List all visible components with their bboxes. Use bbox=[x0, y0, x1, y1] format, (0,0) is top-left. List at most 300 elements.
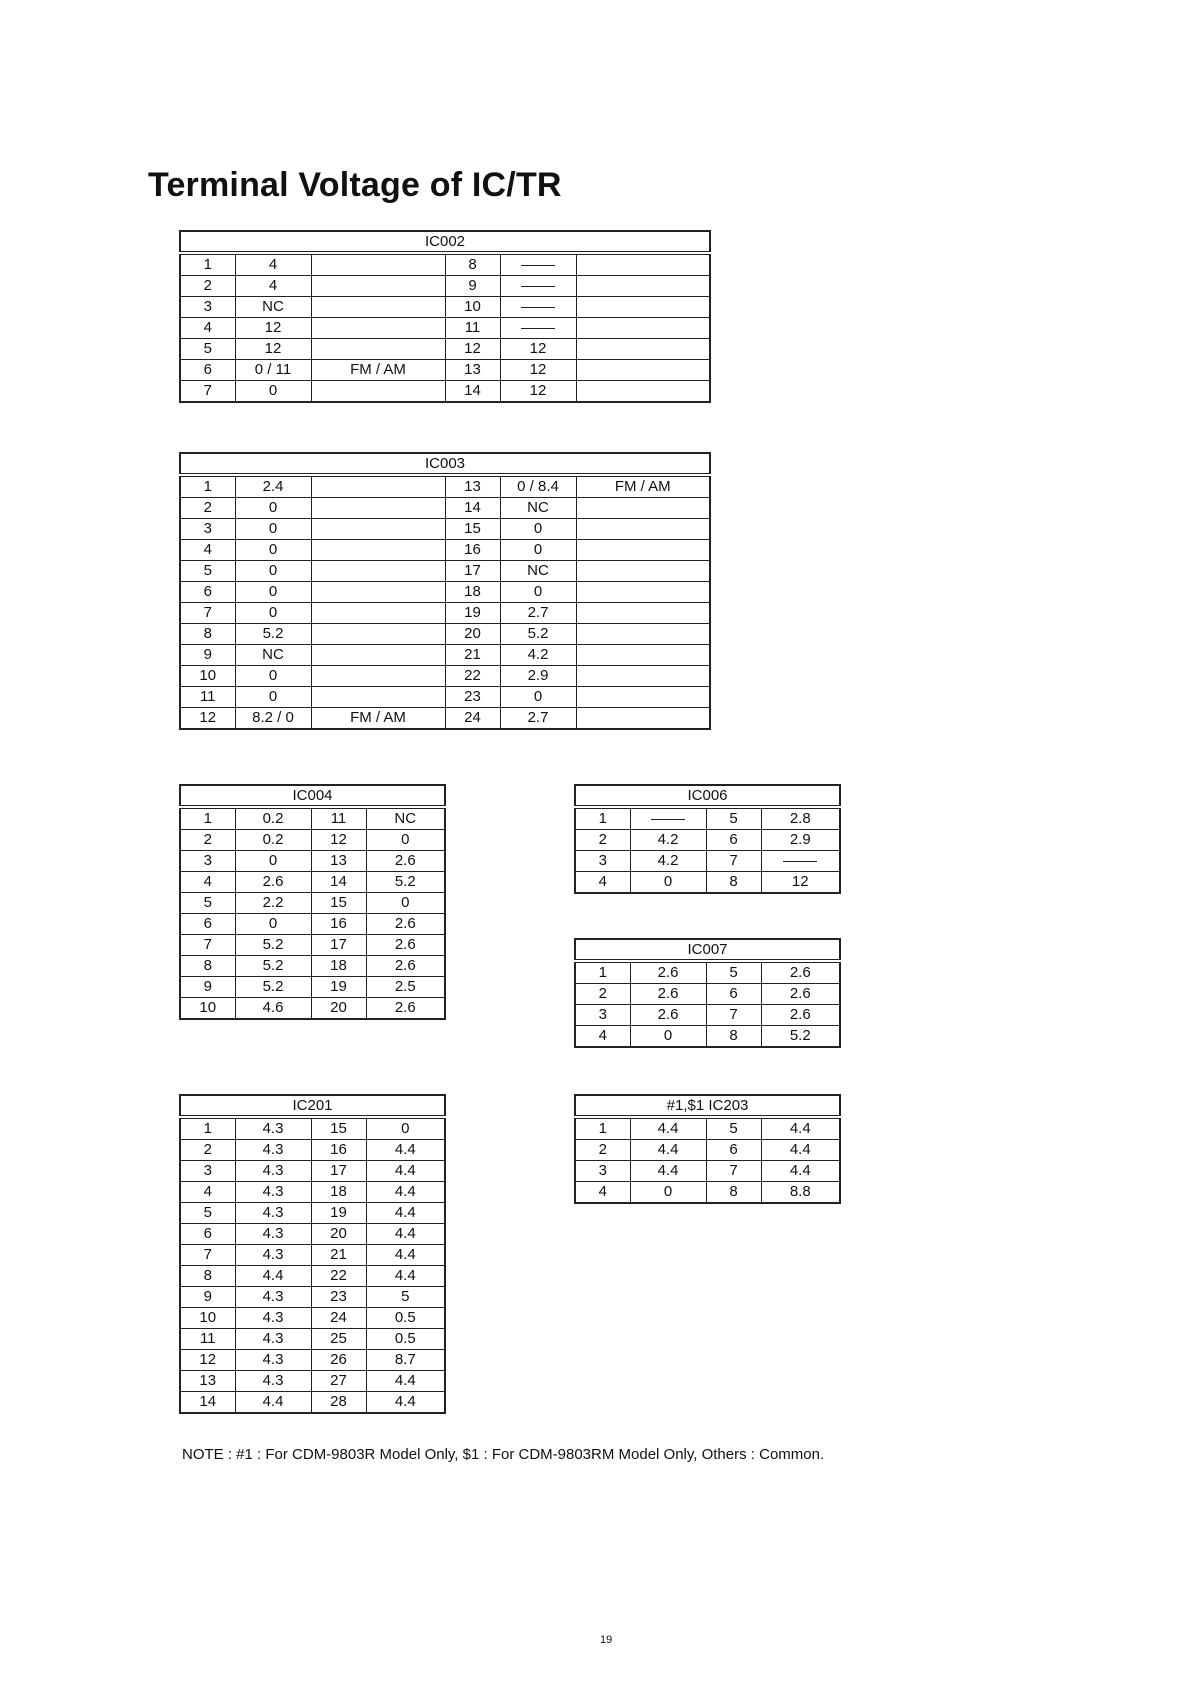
pin-number-cell: 4 bbox=[575, 872, 630, 894]
voltage-cell: 0 bbox=[235, 582, 311, 603]
voltage-cell: 0.2 bbox=[235, 807, 311, 830]
pin-number-cell: 14 bbox=[445, 381, 500, 403]
table-row bbox=[180, 1371, 445, 1392]
voltage-cell: 2.7 bbox=[500, 708, 576, 730]
pin-number-cell: 9 bbox=[180, 645, 235, 666]
table-title: IC201 bbox=[180, 1095, 445, 1117]
voltage-cell: 2.6 bbox=[366, 914, 445, 935]
voltage-cell: 4.4 bbox=[366, 1392, 445, 1414]
pin-number-cell: 9 bbox=[180, 1287, 235, 1308]
pin-number-cell: 2 bbox=[180, 498, 235, 519]
table-row bbox=[575, 851, 840, 872]
voltage-cell: 12 bbox=[500, 339, 576, 360]
voltage-cell: 4.4 bbox=[366, 1245, 445, 1266]
pin-number-cell: 5 bbox=[180, 561, 235, 582]
pin-number-cell: 3 bbox=[180, 1161, 235, 1182]
table-title: IC006 bbox=[575, 785, 840, 807]
voltage-cell: 0 bbox=[235, 687, 311, 708]
voltage-cell bbox=[761, 851, 840, 872]
voltage-cell: 4.4 bbox=[761, 1140, 840, 1161]
table-row bbox=[575, 830, 840, 851]
mode-cell bbox=[576, 276, 710, 297]
voltage-cell: 0 bbox=[235, 519, 311, 540]
voltage-cell: 4.4 bbox=[366, 1224, 445, 1245]
pin-number-cell: 1 bbox=[180, 807, 235, 830]
mode-cell bbox=[311, 645, 445, 666]
pin-number-cell: 13 bbox=[180, 1371, 235, 1392]
table-row bbox=[180, 666, 710, 687]
pin-number-cell: 9 bbox=[180, 977, 235, 998]
mode-cell bbox=[311, 519, 445, 540]
table-row bbox=[180, 1392, 445, 1414]
pin-number-cell: 1 bbox=[575, 807, 630, 830]
voltage-cell: 5.2 bbox=[761, 1026, 840, 1048]
pin-number-cell: 24 bbox=[445, 708, 500, 730]
ic007-voltage-table bbox=[574, 938, 841, 1048]
mode-cell bbox=[311, 339, 445, 360]
voltage-cell: 0 bbox=[235, 666, 311, 687]
voltage-cell: 0 bbox=[235, 498, 311, 519]
voltage-cell: 0 bbox=[500, 540, 576, 561]
table-row bbox=[575, 1117, 840, 1140]
voltage-cell: 2.6 bbox=[761, 984, 840, 1005]
voltage-cell: 4.4 bbox=[366, 1161, 445, 1182]
voltage-cell: NC bbox=[500, 561, 576, 582]
mode-cell bbox=[311, 297, 445, 318]
voltage-cell: 4.4 bbox=[761, 1161, 840, 1182]
voltage-cell: 2.6 bbox=[366, 851, 445, 872]
pin-number-cell: 2 bbox=[575, 830, 630, 851]
table-row bbox=[575, 1140, 840, 1161]
table-row bbox=[180, 253, 710, 276]
pin-number-cell: 7 bbox=[706, 1161, 761, 1182]
table-row bbox=[180, 1203, 445, 1224]
voltage-cell: 8.2 / 0 bbox=[235, 708, 311, 730]
mode-cell: FM / AM bbox=[311, 360, 445, 381]
voltage-cell: 4.4 bbox=[235, 1266, 311, 1287]
pin-number-cell: 16 bbox=[445, 540, 500, 561]
table-title: IC007 bbox=[575, 939, 840, 961]
table-row bbox=[180, 339, 710, 360]
voltage-cell: 4.6 bbox=[235, 998, 311, 1020]
table-row bbox=[575, 1161, 840, 1182]
table-row bbox=[180, 360, 710, 381]
voltage-cell: 5.2 bbox=[235, 977, 311, 998]
mode-cell bbox=[576, 297, 710, 318]
table-row bbox=[575, 872, 840, 894]
mode-cell bbox=[576, 666, 710, 687]
table-row bbox=[180, 561, 710, 582]
pin-number-cell: 3 bbox=[180, 297, 235, 318]
table-row bbox=[180, 1245, 445, 1266]
voltage-cell: 2.6 bbox=[761, 961, 840, 984]
pin-number-cell: 3 bbox=[180, 851, 235, 872]
pin-number-cell: 5 bbox=[180, 893, 235, 914]
voltage-cell: 2.9 bbox=[761, 830, 840, 851]
pin-number-cell: 1 bbox=[180, 475, 235, 498]
voltage-cell: 4.4 bbox=[630, 1140, 706, 1161]
voltage-cell: 0 bbox=[366, 1117, 445, 1140]
voltage-cell: 5 bbox=[366, 1287, 445, 1308]
pin-number-cell: 19 bbox=[445, 603, 500, 624]
dash-line-icon bbox=[521, 328, 555, 329]
mode-cell bbox=[576, 708, 710, 730]
pin-number-cell: 1 bbox=[575, 1117, 630, 1140]
voltage-cell: 5.2 bbox=[235, 956, 311, 977]
table-row bbox=[180, 1161, 445, 1182]
mode-cell bbox=[576, 498, 710, 519]
voltage-cell: 4.4 bbox=[366, 1203, 445, 1224]
voltage-cell: 4.3 bbox=[235, 1203, 311, 1224]
pin-number-cell: 18 bbox=[311, 1182, 366, 1203]
mode-cell bbox=[576, 540, 710, 561]
pin-number-cell: 6 bbox=[180, 914, 235, 935]
mode-cell: FM / AM bbox=[311, 708, 445, 730]
pin-number-cell: 8 bbox=[445, 253, 500, 276]
pin-number-cell: 4 bbox=[180, 318, 235, 339]
mode-cell bbox=[576, 360, 710, 381]
voltage-cell: 5.2 bbox=[235, 935, 311, 956]
voltage-cell: 5.2 bbox=[366, 872, 445, 893]
mode-cell bbox=[311, 475, 445, 498]
pin-number-cell: 18 bbox=[311, 956, 366, 977]
pin-number-cell: 7 bbox=[180, 381, 235, 403]
pin-number-cell: 2 bbox=[180, 1140, 235, 1161]
pin-number-cell: 7 bbox=[706, 851, 761, 872]
voltage-cell: 4.4 bbox=[761, 1117, 840, 1140]
pin-number-cell: 12 bbox=[180, 708, 235, 730]
voltage-cell: 4.3 bbox=[235, 1308, 311, 1329]
pin-number-cell: 15 bbox=[445, 519, 500, 540]
table-row bbox=[180, 1308, 445, 1329]
voltage-cell: 2.6 bbox=[630, 961, 706, 984]
mode-cell bbox=[576, 381, 710, 403]
pin-number-cell: 28 bbox=[311, 1392, 366, 1414]
table-row bbox=[180, 935, 445, 956]
pin-number-cell: 18 bbox=[445, 582, 500, 603]
table-row bbox=[575, 984, 840, 1005]
pin-number-cell: 15 bbox=[311, 893, 366, 914]
pin-number-cell: 11 bbox=[311, 807, 366, 830]
table-row bbox=[575, 961, 840, 984]
mode-cell bbox=[576, 561, 710, 582]
pin-number-cell: 3 bbox=[180, 519, 235, 540]
voltage-cell: 0 bbox=[366, 830, 445, 851]
table-row bbox=[180, 475, 710, 498]
voltage-cell: 4.3 bbox=[235, 1350, 311, 1371]
table-row bbox=[180, 977, 445, 998]
pin-number-cell: 14 bbox=[180, 1392, 235, 1414]
table-row bbox=[180, 318, 710, 339]
voltage-cell: 4.3 bbox=[235, 1182, 311, 1203]
voltage-cell: 4.4 bbox=[366, 1140, 445, 1161]
voltage-cell bbox=[500, 276, 576, 297]
pin-number-cell: 24 bbox=[311, 1308, 366, 1329]
mode-cell bbox=[576, 253, 710, 276]
voltage-cell: NC bbox=[235, 297, 311, 318]
mode-cell bbox=[576, 318, 710, 339]
pin-number-cell: 2 bbox=[575, 1140, 630, 1161]
pin-number-cell: 14 bbox=[311, 872, 366, 893]
voltage-cell: 4.3 bbox=[235, 1161, 311, 1182]
voltage-cell: 4.3 bbox=[235, 1245, 311, 1266]
table-row bbox=[180, 914, 445, 935]
ic002-voltage-table bbox=[179, 230, 711, 403]
mode-cell bbox=[576, 645, 710, 666]
mode-cell bbox=[311, 318, 445, 339]
voltage-cell bbox=[500, 297, 576, 318]
table-row bbox=[180, 603, 710, 624]
table-row bbox=[180, 830, 445, 851]
pin-number-cell: 3 bbox=[575, 851, 630, 872]
pin-number-cell: 3 bbox=[575, 1005, 630, 1026]
voltage-cell: 4.4 bbox=[235, 1392, 311, 1414]
pin-number-cell: 23 bbox=[445, 687, 500, 708]
voltage-cell: 2.6 bbox=[366, 956, 445, 977]
voltage-cell: NC bbox=[366, 807, 445, 830]
pin-number-cell: 22 bbox=[445, 666, 500, 687]
pin-number-cell: 25 bbox=[311, 1329, 366, 1350]
table-row bbox=[180, 872, 445, 893]
mode-cell bbox=[576, 603, 710, 624]
voltage-cell: 0 bbox=[630, 1026, 706, 1048]
pin-number-cell: 3 bbox=[575, 1161, 630, 1182]
mode-cell bbox=[311, 603, 445, 624]
pin-number-cell: 7 bbox=[180, 935, 235, 956]
voltage-cell: 4.3 bbox=[235, 1224, 311, 1245]
voltage-cell: 2.5 bbox=[366, 977, 445, 998]
mode-cell bbox=[576, 687, 710, 708]
pin-number-cell: 16 bbox=[311, 914, 366, 935]
voltage-cell: 0.2 bbox=[235, 830, 311, 851]
voltage-cell: 2.6 bbox=[630, 1005, 706, 1026]
voltage-cell: 5.2 bbox=[235, 624, 311, 645]
pin-number-cell: 2 bbox=[180, 276, 235, 297]
table-row bbox=[180, 1117, 445, 1140]
model-note: NOTE : #1 : For CDM-9803R Model Only, $1 : For CDM-9803RM Model Only, Others : Common. bbox=[182, 1446, 825, 1463]
pin-number-cell: 20 bbox=[311, 998, 366, 1020]
mode-cell bbox=[311, 276, 445, 297]
pin-number-cell: 8 bbox=[180, 956, 235, 977]
mode-cell bbox=[311, 253, 445, 276]
table-row bbox=[575, 1182, 840, 1204]
pin-number-cell: 14 bbox=[445, 498, 500, 519]
pin-number-cell: 6 bbox=[180, 1224, 235, 1245]
pin-number-cell: 4 bbox=[180, 540, 235, 561]
voltage-cell: 12 bbox=[235, 339, 311, 360]
voltage-cell: 2.8 bbox=[761, 807, 840, 830]
mode-cell bbox=[311, 666, 445, 687]
pin-number-cell: 10 bbox=[445, 297, 500, 318]
pin-number-cell: 13 bbox=[445, 360, 500, 381]
table-title: IC002 bbox=[180, 231, 710, 253]
pin-number-cell: 6 bbox=[706, 984, 761, 1005]
pin-number-cell: 4 bbox=[575, 1026, 630, 1048]
voltage-cell: 12 bbox=[500, 381, 576, 403]
voltage-cell: 4.4 bbox=[630, 1161, 706, 1182]
mode-cell bbox=[576, 519, 710, 540]
pin-number-cell: 8 bbox=[180, 1266, 235, 1287]
pin-number-cell: 7 bbox=[180, 1245, 235, 1266]
page-title: Terminal Voltage of IC/TR bbox=[148, 166, 562, 204]
pin-number-cell: 20 bbox=[311, 1224, 366, 1245]
pin-number-cell: 21 bbox=[445, 645, 500, 666]
pin-number-cell: 15 bbox=[311, 1117, 366, 1140]
voltage-cell: 12 bbox=[761, 872, 840, 894]
voltage-cell: 0 bbox=[235, 381, 311, 403]
voltage-cell: 2.2 bbox=[235, 893, 311, 914]
pin-number-cell: 6 bbox=[180, 582, 235, 603]
voltage-cell: 2.6 bbox=[366, 998, 445, 1020]
mode-cell bbox=[576, 624, 710, 645]
voltage-cell: 4.3 bbox=[235, 1287, 311, 1308]
table-row bbox=[180, 1140, 445, 1161]
mode-cell bbox=[311, 624, 445, 645]
dash-line-icon bbox=[783, 861, 817, 862]
pin-number-cell: 11 bbox=[180, 687, 235, 708]
table-row bbox=[180, 582, 710, 603]
pin-number-cell: 7 bbox=[706, 1005, 761, 1026]
pin-number-cell: 23 bbox=[311, 1287, 366, 1308]
pin-number-cell: 4 bbox=[575, 1182, 630, 1204]
table-row bbox=[180, 708, 710, 730]
pin-number-cell: 17 bbox=[445, 561, 500, 582]
voltage-cell: 4.3 bbox=[235, 1371, 311, 1392]
voltage-cell: 4.3 bbox=[235, 1140, 311, 1161]
pin-number-cell: 10 bbox=[180, 1308, 235, 1329]
mode-cell bbox=[311, 582, 445, 603]
mode-cell bbox=[576, 582, 710, 603]
pin-number-cell: 21 bbox=[311, 1245, 366, 1266]
voltage-cell: 0 bbox=[366, 893, 445, 914]
voltage-cell: 0 bbox=[500, 687, 576, 708]
pin-number-cell: 5 bbox=[180, 1203, 235, 1224]
pin-number-cell: 17 bbox=[311, 1161, 366, 1182]
pin-number-cell: 26 bbox=[311, 1350, 366, 1371]
voltage-cell: 4 bbox=[235, 253, 311, 276]
pin-number-cell: 12 bbox=[445, 339, 500, 360]
pin-number-cell: 8 bbox=[706, 1026, 761, 1048]
pin-number-cell: 4 bbox=[180, 1182, 235, 1203]
voltage-cell: 0 bbox=[235, 561, 311, 582]
voltage-cell: 0 bbox=[235, 851, 311, 872]
mode-cell bbox=[311, 687, 445, 708]
voltage-cell: 12 bbox=[500, 360, 576, 381]
table-row bbox=[180, 1266, 445, 1287]
pin-number-cell: 4 bbox=[180, 872, 235, 893]
voltage-cell: 0 bbox=[235, 914, 311, 935]
voltage-cell bbox=[500, 253, 576, 276]
voltage-cell: 0.5 bbox=[366, 1308, 445, 1329]
pin-number-cell: 2 bbox=[180, 830, 235, 851]
voltage-cell: 12 bbox=[235, 318, 311, 339]
pin-number-cell: 1 bbox=[575, 961, 630, 984]
voltage-cell: 0.5 bbox=[366, 1329, 445, 1350]
table-row bbox=[180, 687, 710, 708]
voltage-cell: 0 / 11 bbox=[235, 360, 311, 381]
table-row bbox=[180, 1350, 445, 1371]
dash-line-icon bbox=[651, 819, 685, 820]
mode-cell: FM / AM bbox=[576, 475, 710, 498]
voltage-cell: 4.2 bbox=[630, 851, 706, 872]
table-row bbox=[575, 1026, 840, 1048]
voltage-cell bbox=[630, 807, 706, 830]
pin-number-cell: 6 bbox=[706, 1140, 761, 1161]
table-row bbox=[575, 807, 840, 830]
voltage-cell: 4.2 bbox=[630, 830, 706, 851]
mode-cell bbox=[576, 339, 710, 360]
mode-cell bbox=[311, 498, 445, 519]
pin-number-cell: 22 bbox=[311, 1266, 366, 1287]
voltage-cell: 4.2 bbox=[500, 645, 576, 666]
table-row bbox=[180, 297, 710, 318]
pin-number-cell: 1 bbox=[180, 253, 235, 276]
table-row bbox=[180, 1329, 445, 1350]
dash-line-icon bbox=[521, 265, 555, 266]
pin-number-cell: 27 bbox=[311, 1371, 366, 1392]
table-row bbox=[180, 498, 710, 519]
table-title: #1,$1 IC203 bbox=[575, 1095, 840, 1117]
voltage-cell: 2.4 bbox=[235, 475, 311, 498]
dash-line-icon bbox=[521, 307, 555, 308]
table-row bbox=[180, 1182, 445, 1203]
ic004-voltage-table bbox=[179, 784, 446, 1020]
pin-number-cell: 16 bbox=[311, 1140, 366, 1161]
ic006-voltage-table bbox=[574, 784, 841, 894]
table-row bbox=[575, 1005, 840, 1026]
voltage-cell: 5.2 bbox=[500, 624, 576, 645]
pin-number-cell: 5 bbox=[706, 807, 761, 830]
mode-cell bbox=[311, 540, 445, 561]
ic203-voltage-table bbox=[574, 1094, 841, 1204]
voltage-cell: 2.7 bbox=[500, 603, 576, 624]
dash-line-icon bbox=[521, 286, 555, 287]
table-row bbox=[180, 1287, 445, 1308]
voltage-cell: 4.3 bbox=[235, 1329, 311, 1350]
voltage-cell: 0 bbox=[630, 872, 706, 894]
table-title: IC003 bbox=[180, 453, 710, 475]
voltage-cell: 0 bbox=[630, 1182, 706, 1204]
voltage-cell: 4.3 bbox=[235, 1117, 311, 1140]
pin-number-cell: 8 bbox=[706, 872, 761, 894]
ic201-voltage-table bbox=[179, 1094, 446, 1414]
voltage-cell: 4.4 bbox=[630, 1117, 706, 1140]
table-row bbox=[180, 381, 710, 403]
voltage-cell: 2.6 bbox=[761, 1005, 840, 1026]
voltage-cell: 2.6 bbox=[235, 872, 311, 893]
table-row bbox=[180, 893, 445, 914]
voltage-cell: 4.4 bbox=[366, 1266, 445, 1287]
voltage-cell: 0 bbox=[235, 540, 311, 561]
pin-number-cell: 20 bbox=[445, 624, 500, 645]
pin-number-cell: 7 bbox=[180, 603, 235, 624]
voltage-cell: 0 bbox=[500, 519, 576, 540]
voltage-cell: 2.6 bbox=[366, 935, 445, 956]
table-row bbox=[180, 956, 445, 977]
pin-number-cell: 8 bbox=[180, 624, 235, 645]
pin-number-cell: 10 bbox=[180, 666, 235, 687]
pin-number-cell: 8 bbox=[706, 1182, 761, 1204]
pin-number-cell: 10 bbox=[180, 998, 235, 1020]
voltage-cell bbox=[500, 318, 576, 339]
pin-number-cell: 5 bbox=[180, 339, 235, 360]
voltage-cell: 2.9 bbox=[500, 666, 576, 687]
pin-number-cell: 11 bbox=[445, 318, 500, 339]
pin-number-cell: 12 bbox=[311, 830, 366, 851]
voltage-cell: 0 bbox=[500, 582, 576, 603]
page-number: 19 bbox=[600, 1634, 613, 1646]
voltage-cell: 4 bbox=[235, 276, 311, 297]
